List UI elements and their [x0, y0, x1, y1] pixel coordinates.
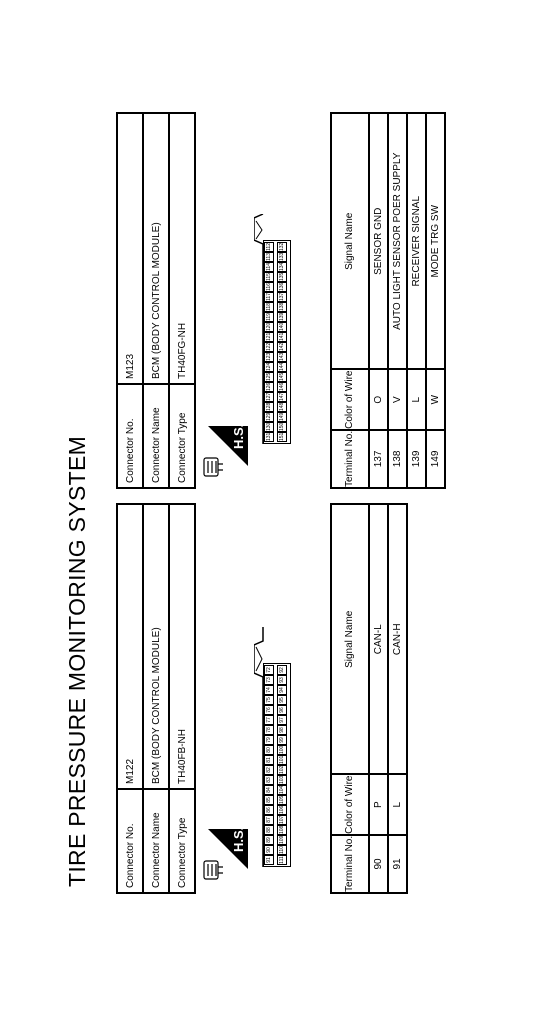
connector-pin-100: 100	[279, 745, 285, 754]
connector-no-value: M123	[117, 113, 143, 384]
pin-grid	[263, 240, 291, 444]
hs-label: H.S.	[231, 826, 246, 852]
connector-no-value: M122	[117, 504, 143, 789]
connector-pin-89: 89	[264, 835, 274, 845]
connector-name-label: Connector Name	[143, 384, 169, 488]
connector-pin-76: 76	[264, 705, 274, 715]
connector-no-label: Connector No.	[117, 789, 143, 893]
connector-pin-148: 148	[279, 402, 285, 411]
table-row	[388, 113, 407, 488]
connector-pin-137: 137	[279, 292, 285, 301]
connector-pin-91: 91	[264, 855, 274, 865]
connector-pin-105: 105	[279, 795, 285, 804]
connector-pin-135: 135	[279, 272, 285, 281]
connector-pin-138: 138	[279, 302, 285, 311]
terminal-table-header	[331, 504, 369, 893]
connector-pin-139: 139	[279, 312, 285, 321]
connector-pin-86: 86	[264, 805, 274, 815]
terminal-no: 139	[407, 430, 426, 488]
header-terminal-no: Terminal No.	[331, 430, 369, 488]
table-row	[407, 113, 426, 488]
hs-label: H.S.	[231, 423, 246, 449]
connector-pin-127: 127	[266, 392, 272, 401]
connector-no-label: Connector No.	[117, 384, 143, 488]
terminal-no: 91	[388, 835, 407, 893]
connector-pin-85: 85	[264, 795, 274, 805]
connector-info-table-m123	[116, 112, 196, 489]
header-color-of-wire: Color of Wire	[331, 370, 369, 430]
connector-pin-96: 96	[277, 705, 287, 715]
connector-pin-82: 82	[264, 765, 274, 775]
wire-color: V	[388, 370, 407, 430]
connector-pin-123: 123	[266, 352, 272, 361]
connector-name-value: BCM (BODY CONTROL MODULE)	[143, 113, 169, 384]
connector-pin-84: 84	[264, 785, 274, 795]
wire-color: W	[426, 370, 445, 430]
signal-name: SENSOR GND	[369, 113, 388, 370]
wire-color: L	[388, 775, 407, 835]
connector-pin-117: 117	[266, 293, 272, 301]
header-signal-name: Signal Name	[331, 504, 369, 775]
connector-pin-109: 109	[279, 835, 285, 844]
connector-pin-77: 77	[264, 715, 274, 725]
connector-type-value: TH40FB-NH	[169, 504, 195, 789]
connector-pin-88: 88	[264, 825, 274, 835]
connector-pin-94: 94	[277, 685, 287, 695]
connector-pin-116: 116	[266, 283, 272, 291]
connector-pin-110: 110	[279, 846, 285, 854]
connector-pin-92: 92	[277, 665, 287, 675]
connector-info-table-m122	[116, 503, 196, 894]
connector-pin-97: 97	[277, 715, 287, 725]
wire-color: P	[369, 775, 388, 835]
connector-type-label: Connector Type	[169, 789, 195, 893]
connector-name-value: BCM (BODY CONTROL MODULE)	[143, 504, 169, 789]
connector-pin-115: 115	[266, 273, 272, 281]
connector-name-row	[143, 504, 169, 893]
terminal-no: 137	[369, 430, 388, 488]
connector-pin-111: 111	[279, 856, 285, 864]
connector-pin-122: 122	[266, 342, 272, 351]
connector-pin-103: 103	[279, 775, 285, 784]
connector-pin-113: 113	[266, 253, 272, 261]
header-signal-name: Signal Name	[331, 113, 369, 370]
connector-pin-104: 104	[279, 785, 285, 794]
connector-pin-147: 147	[279, 392, 285, 401]
connector-type-value: TH40FG-NH	[169, 113, 195, 384]
connector-pin-108: 108	[279, 825, 285, 834]
connector-name-row	[143, 113, 169, 488]
connector-pin-102: 102	[279, 765, 285, 774]
connector-pin-79: 79	[264, 735, 274, 745]
connector-no-row	[117, 504, 143, 893]
table-row	[388, 504, 407, 893]
connector-pin-74: 74	[264, 685, 274, 695]
page-title: TIRE PRESSURE MONITORING SYSTEM	[64, 435, 90, 887]
connector-no-row	[117, 113, 143, 488]
connector-name-label: Connector Name	[143, 789, 169, 893]
harness-side-icon	[196, 825, 256, 885]
connector-pin-87: 87	[264, 815, 274, 825]
terminal-table-m122	[330, 503, 408, 894]
connector-pin-73: 73	[264, 675, 274, 685]
header-color-of-wire: Color of Wire	[331, 775, 369, 835]
connector-pin-98: 98	[277, 725, 287, 735]
table-row	[369, 113, 388, 488]
harness-side-icon	[196, 422, 256, 482]
terminal-no: 149	[426, 430, 445, 488]
connector-pin-142: 142	[279, 342, 285, 351]
connector-pin-126: 126	[266, 382, 272, 391]
connector-type-row	[169, 504, 195, 893]
connector-pin-106: 106	[279, 805, 285, 814]
connector-pin-145: 145	[279, 372, 285, 381]
connector-pin-83: 83	[264, 775, 274, 785]
connector-pin-151: 151	[279, 432, 285, 441]
connector-pin-114: 114	[266, 263, 272, 271]
connector-pin-119: 119	[266, 313, 272, 321]
connector-pin-120: 120	[266, 322, 272, 331]
connector-pin-128: 128	[266, 402, 272, 411]
connector-pin-141: 141	[279, 332, 285, 341]
table-row	[426, 113, 445, 488]
signal-name: CAN-H	[388, 504, 407, 775]
connector-pin-150: 150	[279, 422, 285, 431]
connector-pin-95: 95	[277, 695, 287, 705]
connector-pin-130: 130	[266, 422, 272, 431]
connector-pin-146: 146	[279, 382, 285, 391]
terminal-table-m123	[330, 112, 446, 489]
terminal-table-header	[331, 113, 369, 488]
connector-pin-118: 118	[266, 303, 272, 311]
connector-pin-149: 149	[279, 412, 285, 421]
connector-pin-144: 144	[279, 362, 285, 371]
connector-type-label: Connector Type	[169, 384, 195, 488]
connector-pin-112: 112	[266, 243, 272, 251]
connector-pin-129: 129	[266, 412, 272, 421]
connector-pin-125: 125	[266, 372, 272, 381]
terminal-no: 90	[369, 835, 388, 893]
connector-pin-134: 134	[279, 262, 285, 271]
connector-pin-107: 107	[279, 815, 285, 824]
connector-pin-78: 78	[264, 725, 274, 735]
pin-grid	[263, 663, 291, 867]
signal-name: MODE TRG SW	[426, 113, 445, 370]
connector-face-m122	[254, 627, 296, 867]
terminal-no: 138	[388, 430, 407, 488]
connector-type-row	[169, 113, 195, 488]
connector-pin-133: 133	[279, 252, 285, 261]
connector-face-m123	[254, 214, 296, 444]
connector-pin-93: 93	[277, 675, 287, 685]
connector-pin-75: 75	[264, 695, 274, 705]
connector-pin-80: 80	[264, 745, 274, 755]
table-row	[369, 504, 388, 893]
wire-color: L	[407, 370, 426, 430]
connector-pin-81: 81	[264, 755, 274, 765]
signal-name: CAN-L	[369, 504, 388, 775]
connector-pin-131: 131	[266, 432, 272, 441]
wire-color: O	[369, 370, 388, 430]
header-terminal-no: Terminal No.	[331, 835, 369, 893]
connector-pin-124: 124	[266, 362, 272, 371]
connector-pin-72: 72	[264, 665, 274, 675]
signal-name: AUTO LIGHT SENSOR POER SUPPLY	[388, 113, 407, 370]
connector-pin-90: 90	[264, 845, 274, 855]
connector-pin-121: 121	[266, 332, 272, 341]
connector-pin-140: 140	[279, 322, 285, 331]
connector-pin-99: 99	[277, 735, 287, 745]
connector-pin-143: 143	[279, 352, 285, 361]
connector-pin-136: 136	[279, 282, 285, 291]
connector-pin-132: 132	[279, 242, 285, 251]
signal-name: RECEIVER SIGNAL	[407, 113, 426, 370]
connector-pin-101: 101	[279, 755, 285, 764]
